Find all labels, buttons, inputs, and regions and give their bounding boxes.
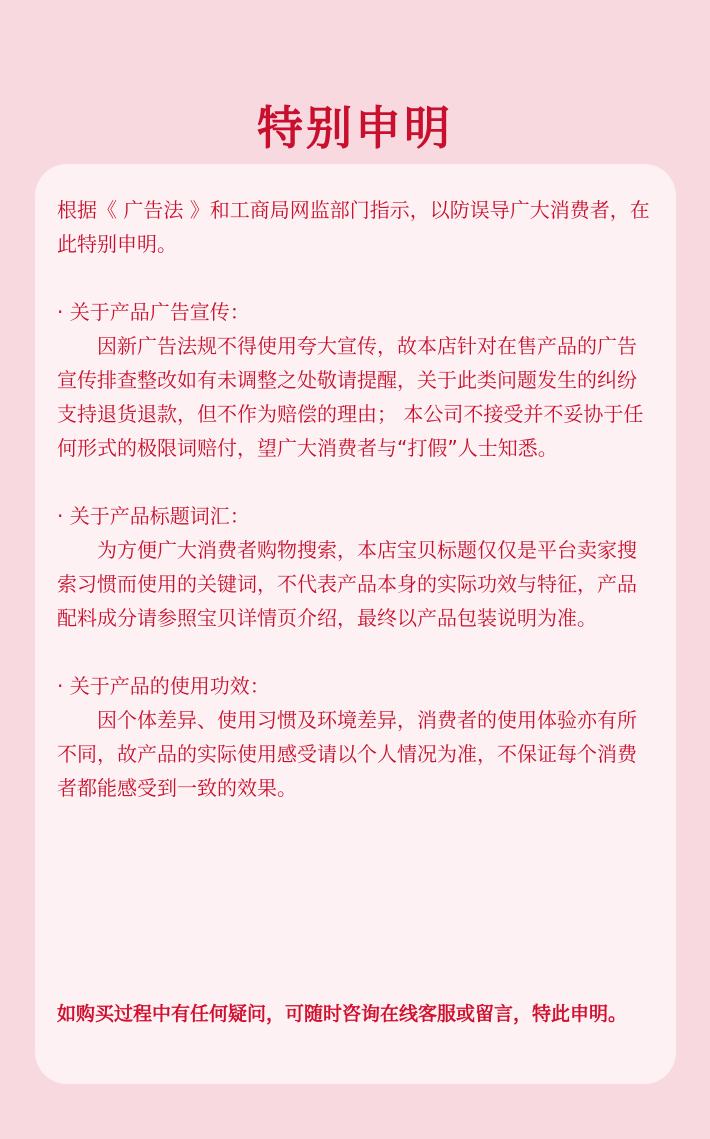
section-body-efficacy: 因个体差异、使用习惯及环境差异，消费者的使用体验亦有所不同，故产品的实际使用感受请以个人情况为准，不保证每个消费者都能感受到一致的效果。	[57, 708, 637, 800]
section-body-advertising: 因新广告法规不得使用夸大宣传，故本店针对在售产品的广告宣传排查整改如有未调整之处敬请提醒，关于此类问题发生的纠纷支持退货退款，但不作为赔偿的理由； 本公司不接受并不妥协于任何形式的极限词赔付，望广大消费者与“打假”人士知悉。	[57, 334, 644, 460]
footer-note: 如购买过程中有任何疑问，可随时咨询在线客服或留言，特此申明。	[57, 1003, 628, 1025]
section-heading-efficacy: · 关于产品的使用功效：	[57, 674, 270, 698]
section-heading-title-terms: · 关于产品标题词汇：	[57, 504, 250, 528]
section-heading-advertising: · 关于产品广告宣传：	[57, 300, 250, 324]
intro-paragraph: 根据《 广告法 》和工商局网监部门指示，以防误导广大消费者，在此特别申明。	[57, 198, 650, 256]
page-title: 特别申明	[257, 100, 453, 155]
statement-card	[35, 164, 676, 1084]
section-body-title-terms: 为方便广大消费者购物搜索，本店宝贝标题仅仅是平台卖家搜索习惯而使用的关键词，不代表产品本身的实际功效与特征，产品配料成分请参照宝贝详情页介绍，最终以产品包装说明为准。	[57, 538, 637, 630]
